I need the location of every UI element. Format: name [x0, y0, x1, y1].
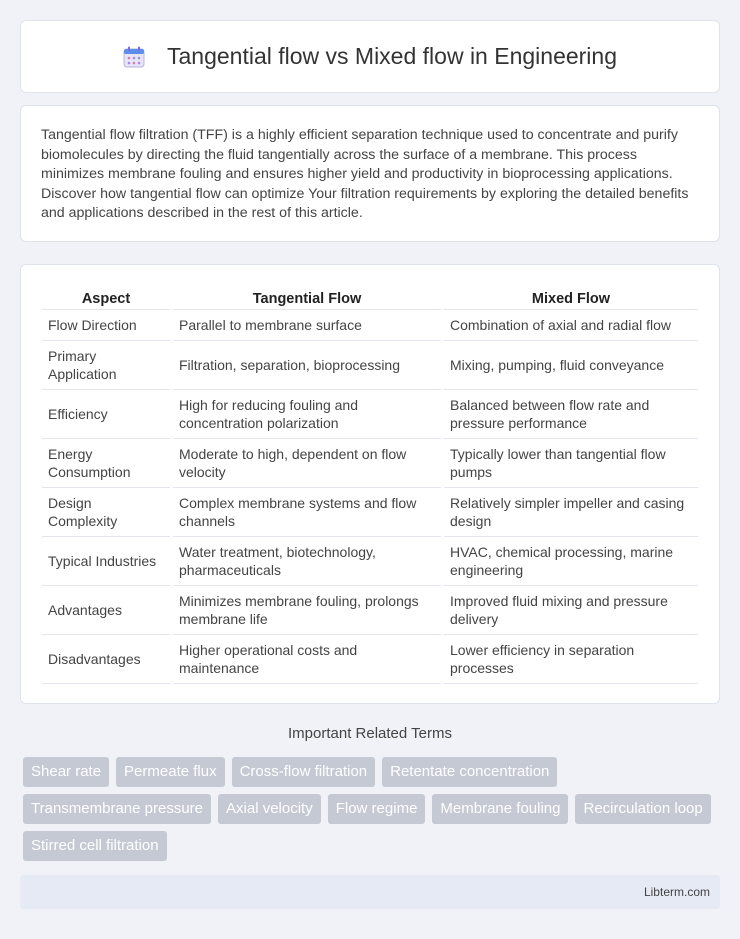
term-tag[interactable]: Membrane fouling: [432, 794, 568, 824]
header-card: [20, 20, 720, 93]
header-mixed-flow: Mixed Flow: [444, 285, 698, 310]
cell-aspect: Design Complexity: [42, 488, 170, 537]
intro-text: Tangential flow filtration (TFF) is a highly efficient separation technique used to concentrate and purify biomolecules by directing the fluid tangentially across the surface of a membrane. This process minimizes membrane fouling and ensures higher yield and productivity in bioprocessing applications. Discover how tangential flow can optimize Your filtration requirements by exploring the detailed benefits and applications described in the rest of this article.: [41, 127, 689, 221]
cell-mixed: Typically lower than tangential flow pumps: [444, 439, 698, 488]
intro-card: [20, 105, 720, 242]
footer: [20, 875, 720, 909]
cell-tangential: Minimizes membrane fouling, prolongs membrane life: [173, 586, 441, 635]
cell-aspect: Flow Direction: [42, 310, 170, 341]
table-row: [42, 439, 698, 488]
table-row: [42, 390, 698, 439]
cell-aspect: Typical Industries: [42, 537, 170, 586]
calendar-icon: [123, 46, 145, 68]
cell-aspect: Disadvantages: [42, 635, 170, 684]
header-aspect: Aspect: [42, 285, 170, 310]
cell-mixed: Improved fluid mixing and pressure delivery: [444, 586, 698, 635]
term-tag[interactable]: Axial velocity: [218, 794, 321, 824]
table-row: [42, 635, 698, 684]
cell-mixed: Mixing, pumping, fluid conveyance: [444, 341, 698, 390]
related-terms-list: [23, 757, 723, 868]
table-row: [42, 310, 698, 341]
cell-mixed: HVAC, chemical processing, marine engineering: [444, 537, 698, 586]
table-header-row: [42, 285, 698, 310]
term-tag[interactable]: Shear rate: [23, 757, 109, 787]
cell-tangential: Complex membrane systems and flow channels: [173, 488, 441, 537]
cell-aspect: Advantages: [42, 586, 170, 635]
cell-tangential: High for reducing fouling and concentration polarization: [173, 390, 441, 439]
cell-mixed: Relatively simpler impeller and casing design: [444, 488, 698, 537]
related-terms-title: Important Related Terms: [288, 725, 452, 742]
cell-mixed: Balanced between flow rate and pressure performance: [444, 390, 698, 439]
footer-site-link[interactable]: Libterm.com: [643, 885, 710, 899]
cell-aspect: Energy Consumption: [42, 439, 170, 488]
cell-tangential: Water treatment, biotechnology, pharmaceuticals: [173, 537, 441, 586]
table-row: [42, 586, 698, 635]
comparison-table: [39, 285, 701, 684]
cell-tangential: Filtration, separation, bioprocessing: [173, 341, 441, 390]
header-tangential-flow: Tangential Flow: [173, 285, 441, 310]
term-tag[interactable]: Permeate flux: [116, 757, 225, 787]
page-title: Tangential flow vs Mixed flow in Engineering: [166, 43, 618, 69]
cell-aspect: Primary Application: [42, 341, 170, 390]
cell-tangential: Moderate to high, dependent on flow velocity: [173, 439, 441, 488]
cell-mixed: Lower efficiency in separation processes: [444, 635, 698, 684]
table-row: [42, 488, 698, 537]
term-tag[interactable]: Retentate concentration: [382, 757, 557, 787]
table-row: [42, 341, 698, 390]
term-tag[interactable]: Cross-flow filtration: [232, 757, 376, 787]
term-tag[interactable]: Stirred cell filtration: [23, 831, 167, 861]
cell-tangential: Higher operational costs and maintenance: [173, 635, 441, 684]
table-row: [42, 537, 698, 586]
term-tag[interactable]: Transmembrane pressure: [23, 794, 211, 824]
term-tag[interactable]: Recirculation loop: [575, 794, 710, 824]
term-tag[interactable]: Flow regime: [328, 794, 426, 824]
cell-aspect: Efficiency: [42, 390, 170, 439]
cell-tangential: Parallel to membrane surface: [173, 310, 441, 341]
cell-mixed: Combination of axial and radial flow: [444, 310, 698, 341]
comparison-table-card: [20, 264, 720, 704]
